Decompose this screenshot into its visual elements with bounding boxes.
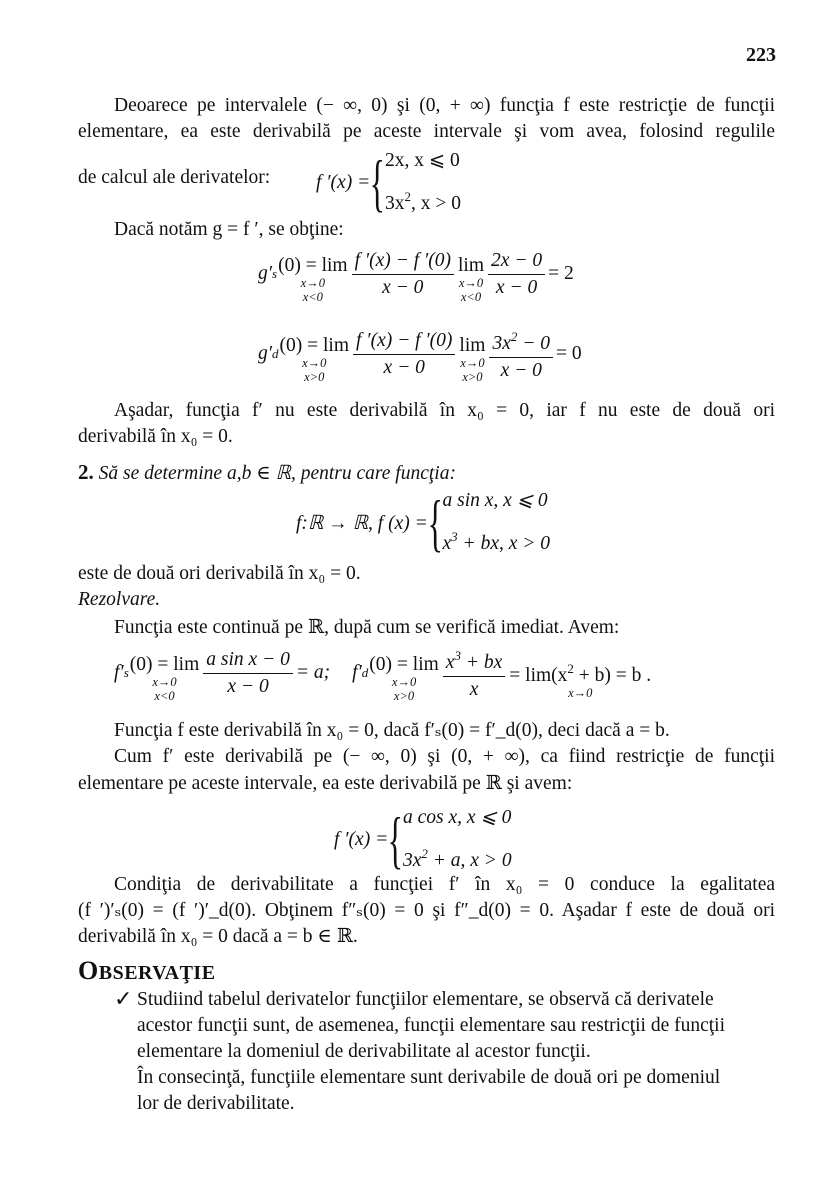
page-number: 223: [746, 44, 776, 66]
exercise-2-condition: este de două ori derivabilă în x₀ = 0.: [78, 563, 361, 584]
cases: a cos x, x ⩽ 0 $3x^2 + a$, x > 0: [402, 807, 512, 871]
limit-block: (0) = lim x→0 x<0: [278, 255, 348, 304]
sol-line6: (f ′)′ₛ(0) = (f ′)′_d(0). Obţinem f″ₛ(0) = 0 şi f″_d(0) = 0. Aşadar f este de două ori: [78, 900, 775, 921]
cases: [385, 143, 461, 222]
limit-block: lim x→0 x<0: [457, 255, 484, 304]
sol-line3: Cum f′ este derivabilă pe (− ∞, 0) şi (0, + ∞), ca fiind restricţie de funcţii: [114, 746, 775, 767]
brace: {: [427, 486, 443, 558]
sol-line2: Funcţia f este derivabilă în x₀ = 0, dacă f′ₛ(0) = f′_d(0), deci dacă a = b.: [114, 720, 670, 741]
p1-line3: de calcul ale derivatelor:: [78, 167, 271, 188]
limit-block: = $\lim(x^2 + b) = b$ . x→0: [509, 660, 652, 700]
p3-line1: Aşadar, funcţia f′ nu este derivabilă în x₀ = 0, iar f nu este de două ori: [114, 400, 775, 421]
fprime-piecewise: [316, 143, 461, 222]
sol-line7: derivabilă în x₀ = 0 dacă a = b ∈ ℝ.: [78, 926, 358, 947]
sol-line5: Condiţia de derivabilitate a funcţiei f′ în x₀ = 0 conduce la egalitatea: [114, 874, 775, 895]
p1-line2: elementare, ea este derivabilă pe aceste intervale şi vom avea, folosind regulile: [78, 121, 775, 142]
fprime-final: f ′(x) = { a cos x, x ⩽ 0 $3x^2 + a$, x > 0: [334, 800, 512, 879]
obs-line2: acestor funcţii sunt, de asemenea, funcţii elementare sau restricţii de funcţii: [137, 1015, 726, 1036]
fraction: $\frac{f '(x) - f '(0)}{x - 0}$: [352, 249, 454, 300]
obs-line5: lor de derivabilitate.: [137, 1093, 295, 1114]
case-2: $3x^2$, x > 0: [384, 189, 461, 214]
brace: {: [387, 803, 404, 875]
gd-limit-eq: g′ d (0) = lim x→0 x>0 $\frac{f '(x) - f '(0)}{x - 0}$ lim x→0 x>0 $\frac{3x^2 - 0}{x - 0}$ = 0: [258, 324, 582, 384]
p1-line1: Deoarece pe intervalele (− ∞, 0) şi (0, + ∞) funcţia f este restricţie de funcţii: [114, 95, 775, 116]
exercise-2-statement: 2. Să se determine a,b ∈ ℝ, pentru care funcţia:: [78, 460, 456, 484]
fraction: $\frac{x^3 + bx}{x}$: [443, 644, 505, 702]
fraction: $\frac{2x - 0}{x - 0}$: [488, 249, 545, 300]
fraction: $\frac{\text{a sin x − 0}}{x - 0}$: [203, 648, 293, 699]
limit-block: (0) = lim x→0 x>0: [279, 335, 350, 384]
obs-line3: elementare la domeniul de derivabilitate al acestor funcţii.: [137, 1041, 591, 1062]
checkmark-icon: ✓: [114, 986, 133, 1011]
rezolvare-label: Rezolvare.: [78, 589, 161, 610]
fraction: $\frac{3x^2 - 0}{x - 0}$: [489, 325, 553, 383]
brace: {: [369, 146, 386, 218]
p3-line2: derivabilă în x₀ = 0.: [78, 426, 233, 447]
sol-line1: Funcţia este continuă pe ℝ, după cum se verifică imediat. Avem:: [114, 617, 620, 638]
limit-block: lim x→0 x>0: [459, 335, 486, 384]
fprime-label: f ′(x) =: [316, 171, 371, 193]
cases: a sin x, x ⩽ 0 $x^3$ + bx, x > 0: [442, 490, 551, 554]
fraction: $\frac{f '(x) - f '(0)}{x - 0}$: [353, 329, 455, 380]
gs-limit-eq: g′ s (0) = lim x→0 x<0 $\frac{f '(x) - f '(0)}{x - 0}$ lim x→0 x<0 $\frac{2x - 0}{x - 0}$ = 2: [258, 249, 574, 304]
one-sided-derivatives: f′ s (0) = lim x→0 x<0 $\frac{\text{a sin x − 0}}{x - 0}$ = a; f′ d (0) = lim x→0 x>0 $\frac{x^3 + bx}{x}$ = $\lim(x^2 + b) = b$ . x→0: [114, 643, 652, 703]
p2-intro: Dacă notăm g = f ′, se obţine:: [114, 219, 344, 240]
limit-block: (0) = lim x→0 x>0: [369, 654, 439, 703]
observation-heading: OBSERVAŢIE: [78, 956, 216, 985]
case-1: 2x, x ⩽ 0: [384, 150, 460, 171]
sol-line4: elementare pe aceste intervale, ea este derivabilă pe ℝ şi avem:: [78, 773, 573, 794]
limit-block: (0) = lim x→0 x<0: [129, 654, 200, 703]
obs-line4: În consecinţă, funcţiile elementare sunt derivabile de două ori pe domeniul: [137, 1067, 721, 1088]
exercise-2-function: f:ℝ → ℝ, f (x) = { a sin x, x ⩽ 0 $x^3$ + bx, x > 0: [296, 483, 550, 562]
obs-line1: Studiind tabelul derivatelor funcţiilor elementare, se observă că derivatele: [137, 989, 714, 1010]
